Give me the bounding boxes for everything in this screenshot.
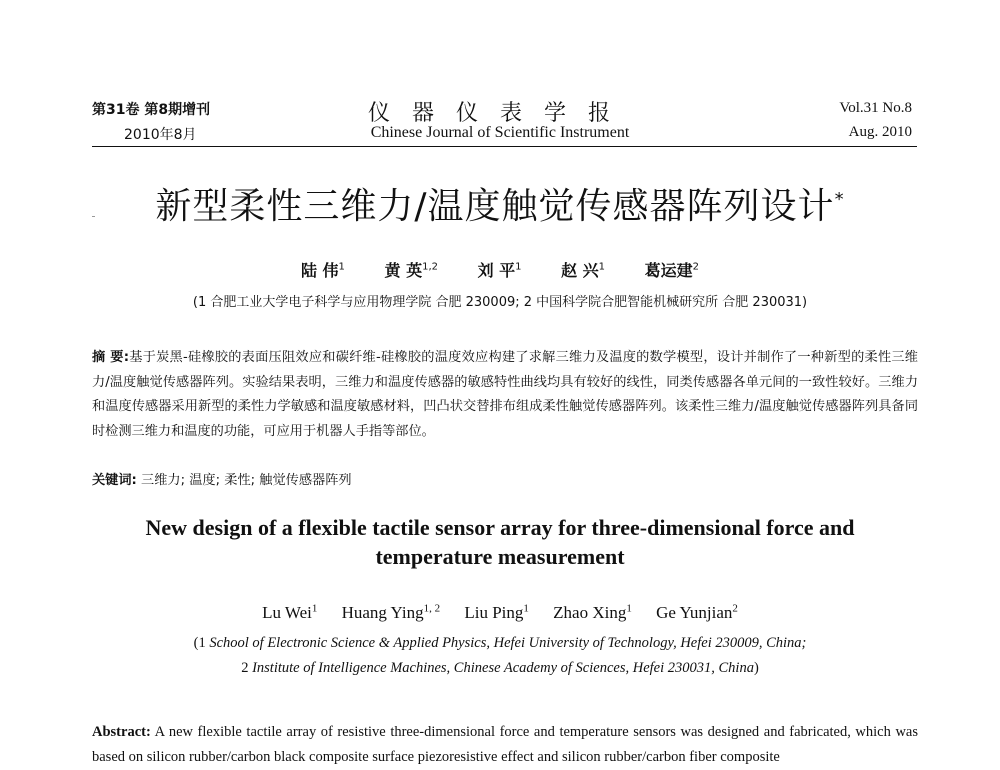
volume-issue: 第31卷 第8期增刊: [92, 102, 211, 118]
author-list-en: [0, 602, 1000, 623]
abstract-cn-text: 基于炭黑-硅橡胶的表面压阻效应和碳纤维-硅橡胶的温度效应构建了求解三维力及温度的数学模型，设计并制作了一种新型的柔性三维力/温度触觉传感器阵列。实验结果表明，三维力和温度传感器的敏感特性曲线均具有较好的线性，同类传感器各单元间的一致性较好。三维力和温度传感器采用新型的柔性力学敏感和温度敏感材料，凹凸状交替排布组成柔性触觉传感器阵列。该柔性三维力/温度触觉传感器阵列具备同时检测三维力和温度的功能，可应用于机器人手指等部位。: [92, 350, 918, 439]
author-en: Ge Yunjian$^2$: [656, 602, 738, 622]
publish-date-cn: 2010年8月: [124, 127, 197, 143]
header-rule: [92, 146, 917, 147]
abstract-en-text: A new flexible tactile array of resistive three-dimensional force and temperature sensors was designed and fabricated, which was based on silicon rubber/carbon black composite surface piezoresistive effect and silicon rubber/carbon fiber composite: [92, 724, 918, 765]
author-cn: 黄 英$^{1,2}$: [384, 261, 438, 280]
abstract-en-label: Abstract:: [92, 724, 151, 740]
abstract-cn-label: 摘 要:: [92, 350, 129, 365]
author-en: Huang Ying$^{1, 2}$: [341, 602, 441, 622]
keywords-cn-label: 关键词:: [92, 473, 137, 488]
author-cn: 刘 平$^1$: [477, 261, 522, 280]
paper-title-en: New design of a flexible tactile sensor array for three-dimensional force and temperature measurement: [145, 515, 855, 569]
publish-date-en: Aug. 2010: [848, 124, 912, 140]
author-cn: 赵 兴$^1$: [561, 261, 606, 280]
journal-name-cn: 仪器仪表学报: [367, 101, 632, 126]
keywords-cn-text: 三维力; 温度; 柔性; 触觉传感器阵列: [141, 473, 352, 488]
keywords-cn: [92, 469, 918, 488]
abstract-cn: [92, 346, 918, 444]
volume-issue-en: Vol.31 No.8: [839, 100, 912, 116]
author-cn: 葛运建$^2$: [644, 261, 700, 280]
author-en: Lu Wei$^1$: [262, 602, 318, 622]
title-cn-text: 新型柔性三维力/温度触觉传感器阵列设计: [155, 186, 835, 227]
affiliation-en-line-2: 2 Institute of Intelligence Machines, Chinese Academy of Sciences, Hefei 230031, China): [241, 660, 759, 676]
author-en: Zhao Xing$^1$: [553, 602, 632, 622]
journal-name-en: Chinese Journal of Scientific Instrument: [370, 124, 630, 141]
author-list-cn: [0, 258, 1000, 281]
affiliation-en-line-1: (1 School of Electronic Science & Applied Physics, Hefei University of Technology, Hefei 230009, China;: [193, 635, 807, 651]
author-en: Liu Ping$^1$: [464, 602, 529, 622]
abstract-en: [92, 720, 918, 770]
author-cn: 陆 伟$^1$: [300, 261, 345, 280]
affiliation-cn: (1 合肥工业大学电子科学与应用物理学院 合肥 230009; 2 中国科学院合肥智能机械研究所 合肥 230031): [192, 295, 808, 310]
paper-title-cn: [0, 178, 1000, 229]
title-footnote-mark: *: [834, 189, 845, 210]
